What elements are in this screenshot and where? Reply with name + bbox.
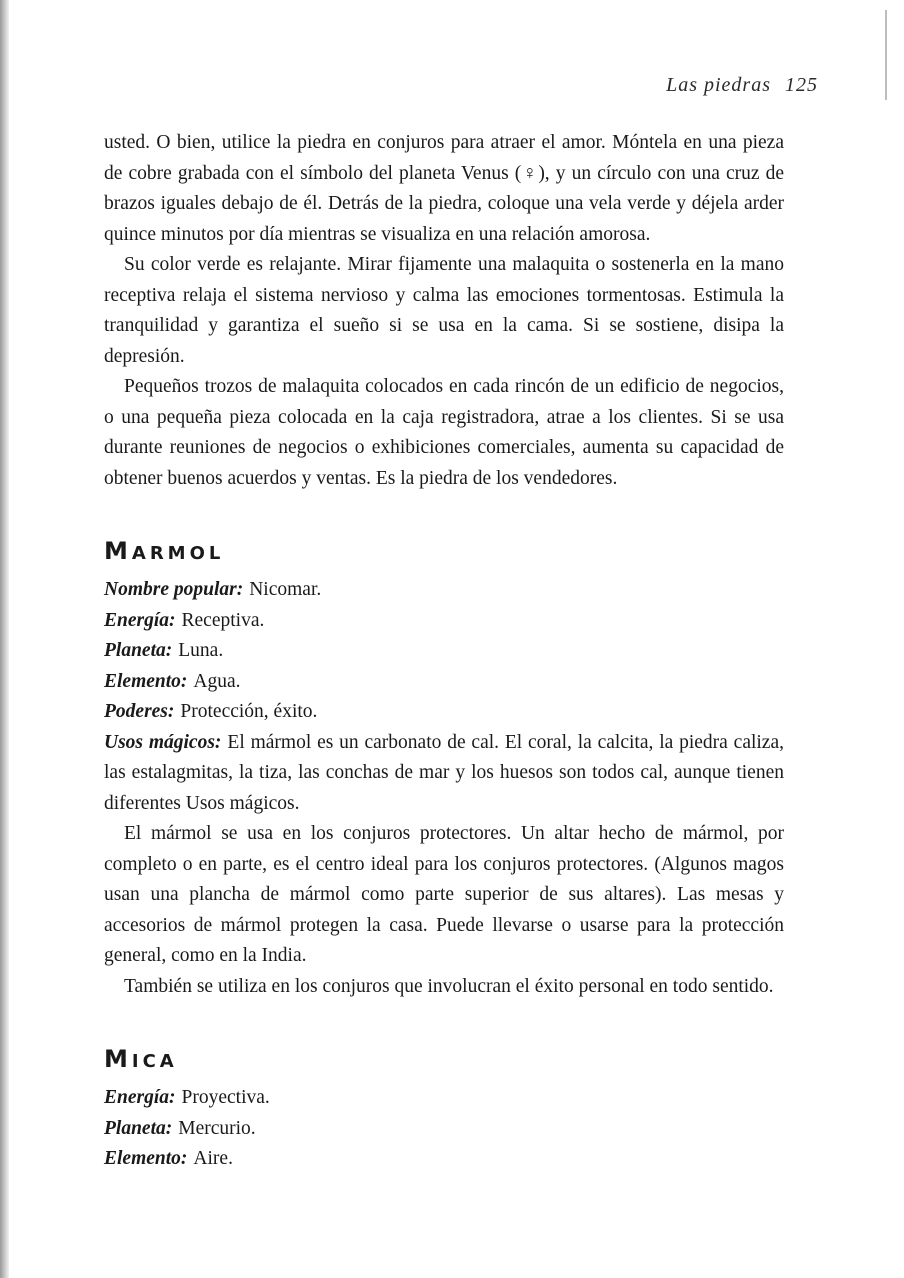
field-label: Energía:	[104, 1087, 176, 1108]
field-elemento	[104, 1144, 784, 1175]
field-label: Poderes:	[104, 701, 175, 722]
paragraph: También se utiliza en los conjuros que involucran el éxito personal en todo sentido.	[124, 975, 774, 997]
field-poderes	[104, 697, 784, 728]
paragraph: usted. O bien, utilice la piedra en conjuros para atraer el amor. Móntela en una pieza de cobre grabada con el símbolo del planeta Venus (♀), y un círculo con una cruz de brazos iguales debajo de él. Detrás de la piedra, coloque una vela verde y déjela arder quince minutos por día mientras se visualiza en una relación amorosa.	[104, 132, 784, 245]
field-label: Energía:	[104, 609, 176, 631]
field-energia	[104, 606, 784, 637]
field-usos-magicos	[104, 728, 784, 820]
running-header	[666, 74, 818, 97]
page-number: 125	[785, 74, 818, 96]
field-value: Proyectiva.	[181, 1087, 270, 1108]
field-value: Aire.	[193, 1148, 233, 1169]
heading-initial: M	[104, 537, 132, 565]
heading-rest: ICA	[131, 1051, 178, 1072]
paragraph: Su color verde es relajante. Mirar fijamente una malaquita o sostenerla en la mano receptiva relaja el sistema nervioso y calma las emociones tormentosas. Estimula la tranquilidad y garantiza el sueño si se usa en la cama. Si se sostiene, disipa la depresión.	[104, 254, 784, 367]
field-planeta	[104, 636, 784, 667]
field-label: Elemento:	[104, 670, 188, 692]
field-elemento	[104, 667, 784, 698]
page-binding-shadow	[0, 0, 9, 1278]
field-value: Agua.	[193, 670, 241, 692]
field-value: El mármol es un carbonato de cal. El coral, la calcita, la piedra caliza, las estalagmitas, la tiza, las conchas de mar y los huesos son todos cal, aunque tienen diferentes Usos mágicos.	[104, 731, 784, 814]
field-energia	[104, 1083, 784, 1114]
field-value: Mercurio.	[178, 1117, 256, 1139]
field-label: Planeta:	[104, 640, 173, 661]
section-heading-mica	[104, 1046, 784, 1075]
field-value: Protección, éxito.	[180, 701, 318, 722]
field-value: Nicomar.	[249, 579, 322, 600]
field-value: Receptiva.	[181, 609, 265, 631]
paragraph: El mármol se usa en los conjuros protectores. Un altar hecho de mármol, por completo o en parte, es el centro ideal para los conjuros protectores. (Algunos magos usan una plancha de mármol como parte superior de sus altares). Las mesas y accesorios de mármol protegen la casa. Puede llevarse o usarse para la protección general, como en la India.	[104, 823, 784, 966]
field-label: Planeta:	[104, 1117, 173, 1139]
page-edge-mark	[885, 10, 887, 100]
heading-initial: M	[104, 1045, 132, 1073]
field-value: Luna.	[178, 640, 224, 661]
field-planeta	[104, 1114, 784, 1145]
paragraph: Pequeños trozos de malaquita colocados en cada rincón de un edificio de negocios, o una pequeña pieza colocada en la caja registradora, atrae a los clientes. Si se usa durante reuniones de negocios o exhibiciones comerciales, aumenta su capacidad de obtener buenos acuerdos y ventas. Es la piedra de los vendedores.	[104, 376, 784, 489]
field-nombre-popular	[104, 575, 784, 606]
page-body	[104, 128, 784, 1175]
field-label: Nombre popular:	[104, 579, 244, 600]
heading-rest: ARMOL	[131, 543, 225, 564]
field-label: Usos mágicos:	[104, 731, 222, 753]
running-title: Las piedras	[666, 74, 771, 96]
field-label: Elemento:	[104, 1148, 188, 1169]
section-heading-marmol	[104, 538, 784, 567]
